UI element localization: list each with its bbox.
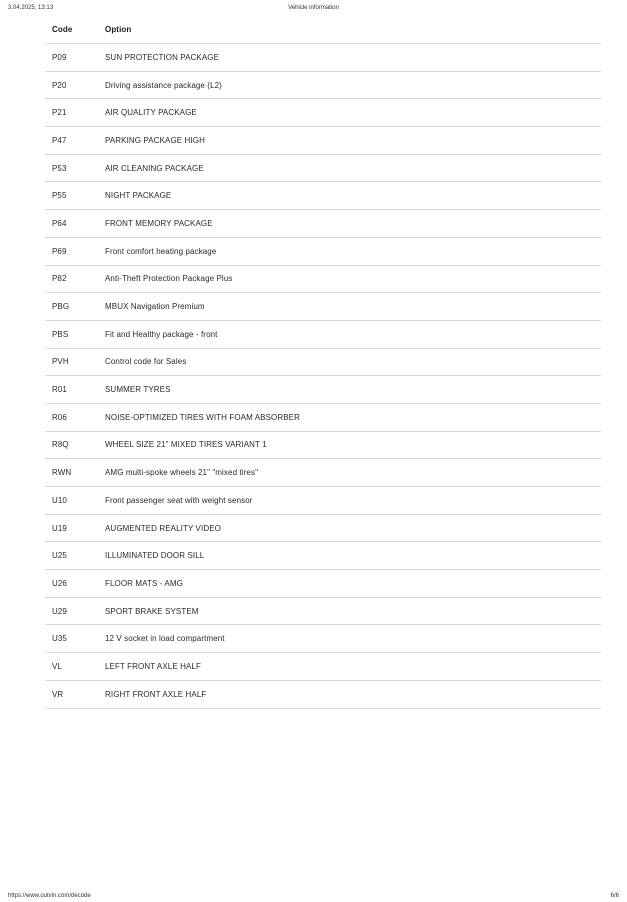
option-name-cell: PARKING PACKAGE HIGH xyxy=(98,127,601,155)
option-code-cell: PVH xyxy=(45,348,98,376)
option-code-cell: U35 xyxy=(45,625,98,653)
table-row xyxy=(45,237,601,265)
page-title: Vehicle information xyxy=(288,5,339,11)
option-code-cell: U26 xyxy=(45,570,98,598)
option-name-cell: Driving assistance package (L2) xyxy=(98,71,601,99)
option-name-cell: ILLUMINATED DOOR SILL xyxy=(98,542,601,570)
option-code-cell: PBG xyxy=(45,293,98,321)
option-code-cell: U10 xyxy=(45,487,98,515)
option-code-cell: PBS xyxy=(45,320,98,348)
option-code-cell: VL xyxy=(45,653,98,681)
table-header xyxy=(45,16,601,44)
option-code-cell: P69 xyxy=(45,237,98,265)
option-code-cell: U25 xyxy=(45,542,98,570)
table-row xyxy=(45,514,601,542)
table-row xyxy=(45,570,601,598)
option-name-cell: 12 V socket in load compartment xyxy=(98,625,601,653)
table-row xyxy=(45,127,601,155)
option-code-cell: U29 xyxy=(45,597,98,625)
option-name-cell: AMG multi-spoke wheels 21" "mixed tires" xyxy=(98,459,601,487)
option-code-cell: P53 xyxy=(45,154,98,182)
option-code-cell: R8Q xyxy=(45,431,98,459)
table-row xyxy=(45,487,601,515)
table-row xyxy=(45,71,601,99)
table-row xyxy=(45,44,601,72)
option-name-cell: NOISE-OPTIMIZED TIRES WITH FOAM ABSORBER xyxy=(98,403,601,431)
table-row xyxy=(45,403,601,431)
option-name-cell: MBUX Navigation Premium xyxy=(98,293,601,321)
print-footer xyxy=(8,889,619,899)
option-name-cell: AIR QUALITY PACKAGE xyxy=(98,99,601,127)
table-body xyxy=(45,44,601,709)
option-code-cell: P20 xyxy=(45,71,98,99)
table-row xyxy=(45,625,601,653)
table-row xyxy=(45,154,601,182)
option-name-cell: Front passenger seat with weight sensor xyxy=(98,487,601,515)
option-code-cell: R06 xyxy=(45,403,98,431)
table-row xyxy=(45,348,601,376)
table-row xyxy=(45,653,601,681)
table-header-row xyxy=(45,16,601,44)
option-name-cell: SUMMER TYRES xyxy=(98,376,601,404)
option-code-cell: R01 xyxy=(45,376,98,404)
option-code-cell: VR xyxy=(45,680,98,708)
page-number: 6/6 xyxy=(610,893,619,899)
option-name-cell: FLOOR MATS - AMG xyxy=(98,570,601,598)
option-code-cell: RWN xyxy=(45,459,98,487)
option-name-cell: LEFT FRONT AXLE HALF xyxy=(98,653,601,681)
table-row xyxy=(45,210,601,238)
option-name-cell: FRONT MEMORY PACKAGE xyxy=(98,210,601,238)
option-name-cell: SUN PROTECTION PACKAGE xyxy=(98,44,601,72)
column-header-option: Option xyxy=(98,16,601,44)
table-row xyxy=(45,265,601,293)
option-name-cell: Anti-Theft Protection Package Plus xyxy=(98,265,601,293)
option-code-cell: P64 xyxy=(45,210,98,238)
table-row xyxy=(45,293,601,321)
option-code-cell: P21 xyxy=(45,99,98,127)
option-name-cell: Fit and Healthy package - front xyxy=(98,320,601,348)
print-date: 3.04.2025, 13:13 xyxy=(8,5,54,11)
table-row xyxy=(45,320,601,348)
option-code-cell: P82 xyxy=(45,265,98,293)
column-header-code: Code xyxy=(45,16,98,44)
table-row xyxy=(45,597,601,625)
option-code-cell: U19 xyxy=(45,514,98,542)
option-code-cell: P09 xyxy=(45,44,98,72)
option-name-cell: Front comfort heating package xyxy=(98,237,601,265)
table-row xyxy=(45,542,601,570)
option-name-cell: Control code for Sales xyxy=(98,348,601,376)
page-url: https://www.outvin.com/decode xyxy=(8,893,91,899)
option-name-cell: AIR CLEANING PACKAGE xyxy=(98,154,601,182)
option-name-cell: WHEEL SIZE 21" MIXED TIRES VARIANT 1 xyxy=(98,431,601,459)
options-table xyxy=(45,16,601,709)
option-name-cell: NIGHT PACKAGE xyxy=(98,182,601,210)
table-row xyxy=(45,376,601,404)
table-row xyxy=(45,680,601,708)
option-name-cell: RIGHT FRONT AXLE HALF xyxy=(98,680,601,708)
option-code-cell: P55 xyxy=(45,182,98,210)
option-name-cell: SPORT BRAKE SYSTEM xyxy=(98,597,601,625)
option-code-cell: P47 xyxy=(45,127,98,155)
table-row xyxy=(45,431,601,459)
print-header xyxy=(8,5,619,15)
option-name-cell: AUGMENTED REALITY VIDEO xyxy=(98,514,601,542)
table-row xyxy=(45,182,601,210)
table-row xyxy=(45,99,601,127)
table-row xyxy=(45,459,601,487)
